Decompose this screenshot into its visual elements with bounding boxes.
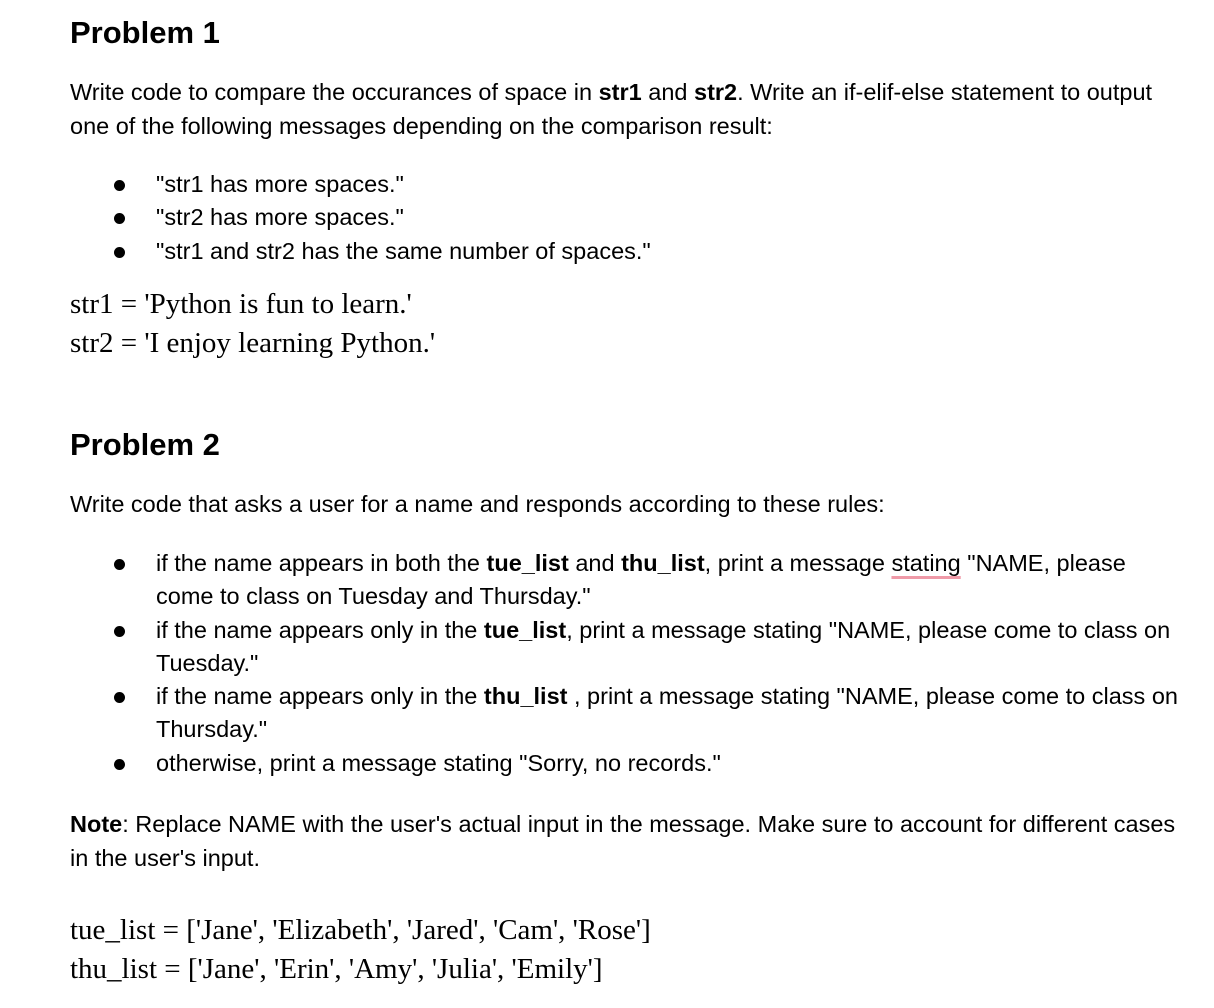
problem-2-note: Note: Replace NAME with the user's actual input in the message. Make sure to account for different cases in the user's input. bbox=[70, 811, 1176, 871]
note-label: Note bbox=[70, 811, 123, 837]
list-item: otherwise, print a message stating "Sorry, no records." bbox=[70, 747, 1180, 780]
problem-1-title: Problem 1 bbox=[70, 15, 220, 50]
code-line-str2: str2 = 'I enjoy learning Python.' bbox=[70, 326, 436, 359]
list-item: "str1 and str2 has the same number of spaces." bbox=[70, 235, 1180, 268]
bullet-icon bbox=[114, 559, 125, 570]
bullet-icon bbox=[114, 247, 125, 258]
code-line-thu-list: thu_list = ['Jane', 'Erin', 'Amy', 'Julia', 'Emily'] bbox=[70, 952, 603, 985]
spellcheck-underline[interactable]: stating bbox=[891, 550, 961, 576]
str1-bold: str1 bbox=[598, 79, 642, 105]
problem-1-code bbox=[70, 285, 435, 362]
list-item: "str1 has more spaces." bbox=[70, 168, 1180, 201]
list-item: "str2 has more spaces." bbox=[70, 201, 1180, 234]
list-item: if the name appears in both the tue_list and thu_list, print a message stating "NAME, please come to class on Tuesday and Thursday." bbox=[70, 547, 1180, 614]
code-line-tue-list: tue_list = ['Jane', 'Elizabeth', 'Jared', 'Cam', 'Rose'] bbox=[70, 914, 651, 946]
bullet-icon bbox=[114, 759, 125, 770]
list-item: if the name appears only in the thu_list , print a message stating "NAME, please come to class on Thursday." bbox=[70, 680, 1180, 747]
bullet-icon bbox=[114, 180, 125, 191]
problem-2-intro: Write code that asks a user for a name and responds according to these rules: bbox=[70, 491, 885, 517]
bullet-icon bbox=[114, 692, 125, 703]
code-line-str1: str1 = 'Python is fun to learn.' bbox=[70, 288, 412, 320]
bullet-icon bbox=[114, 213, 125, 224]
bullet-icon bbox=[114, 626, 125, 637]
problem-1-message-list bbox=[70, 168, 1180, 268]
list-item: if the name appears only in the tue_list, print a message stating "NAME, please come to class on Tuesday." bbox=[70, 614, 1180, 681]
problem-2-rules-list bbox=[70, 547, 1180, 780]
str2-bold: str2 bbox=[694, 79, 738, 105]
problem-2-title: Problem 2 bbox=[70, 427, 220, 462]
problem-2-code bbox=[70, 911, 651, 988]
problem-1-intro: Write code to compare the occurances of space in str1 and str2. Write an if-elif-else statement to output one of the following messages depending on the comparison result: bbox=[70, 79, 1153, 139]
